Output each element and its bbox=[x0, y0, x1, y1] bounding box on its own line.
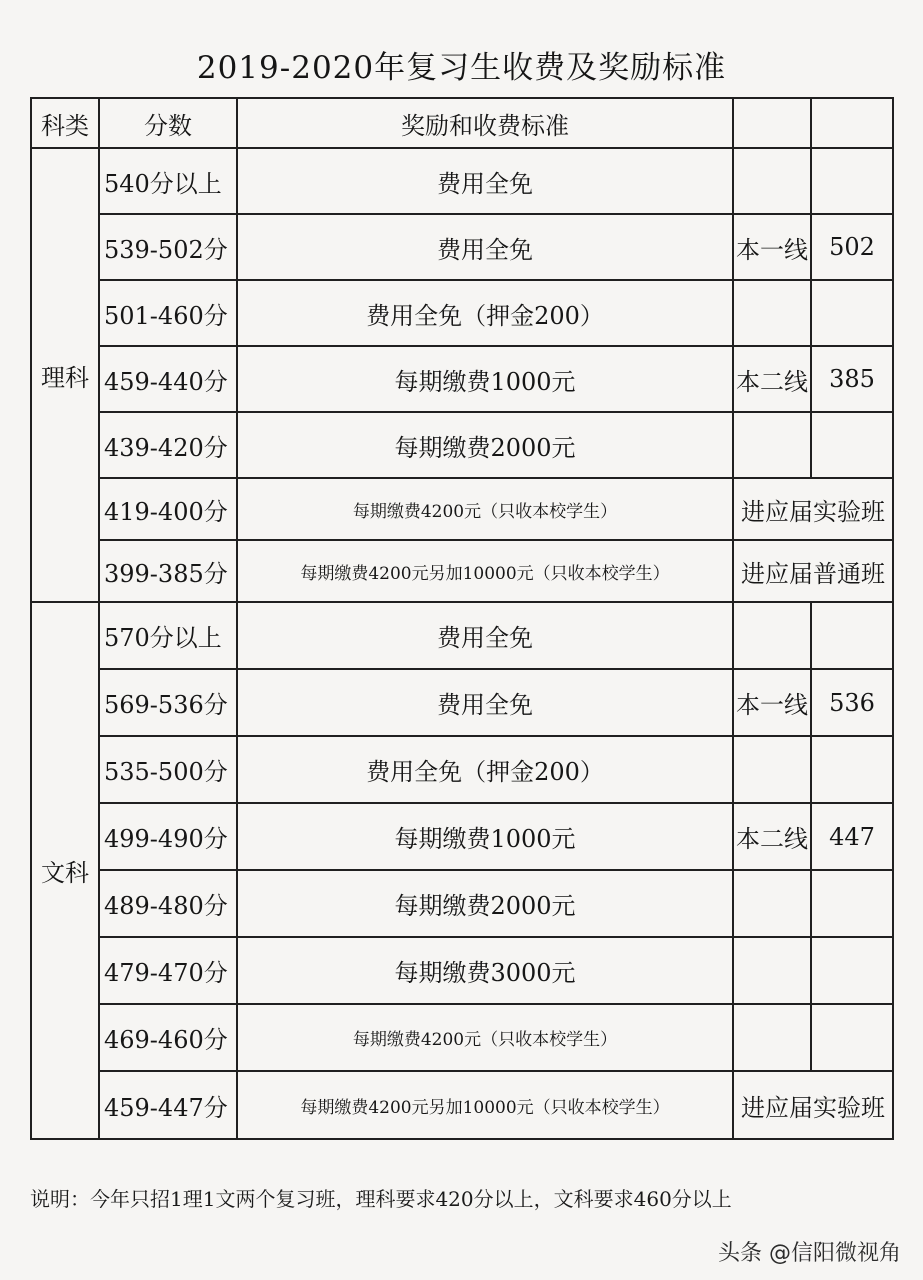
standard-cell: 费用全免 bbox=[237, 602, 733, 669]
table-row bbox=[31, 412, 893, 478]
standard-cell: 每期缴费2000元 bbox=[237, 412, 733, 478]
table-row bbox=[31, 1004, 893, 1071]
standard-cell: 每期缴费1000元 bbox=[237, 803, 733, 870]
empty-cell bbox=[811, 1004, 893, 1071]
score-cell: 570分以上 bbox=[99, 602, 237, 669]
category-science: 理科 bbox=[31, 148, 99, 602]
score-cell: 469-460分 bbox=[99, 1004, 237, 1071]
footnote: 说明：今年只招1理1文两个复习班，理科要求420分以上，文科要求460分以上 bbox=[30, 1187, 732, 1211]
empty-cell bbox=[733, 870, 811, 937]
standard-cell: 费用全免 bbox=[237, 148, 733, 214]
watermark-credit: 头条 @信阳微视角 bbox=[718, 1241, 901, 1266]
standard-cell: 每期缴费4200元（只收本校学生） bbox=[237, 1004, 733, 1071]
standard-cell: 每期缴费4200元（只收本校学生） bbox=[237, 478, 733, 540]
table-row bbox=[31, 540, 893, 602]
score-cell: 569-536分 bbox=[99, 669, 237, 736]
table-row bbox=[31, 803, 893, 870]
standard-cell: 费用全免（押金200） bbox=[237, 736, 733, 803]
table-row bbox=[31, 602, 893, 669]
empty-cell bbox=[733, 412, 811, 478]
standard-cell: 每期缴费1000元 bbox=[237, 346, 733, 412]
fee-table bbox=[30, 97, 894, 1140]
table-row bbox=[31, 736, 893, 803]
table-row bbox=[31, 937, 893, 1004]
empty-cell bbox=[811, 937, 893, 1004]
score-cell: 419-400分 bbox=[99, 478, 237, 540]
table-row bbox=[31, 669, 893, 736]
line-label-cell: 本二线 bbox=[733, 346, 811, 412]
header-empty-1 bbox=[733, 98, 811, 148]
line-value-cell: 385 bbox=[811, 346, 893, 412]
empty-cell bbox=[733, 1004, 811, 1071]
standard-cell: 费用全免 bbox=[237, 214, 733, 280]
score-cell: 499-490分 bbox=[99, 803, 237, 870]
score-cell: 399-385分 bbox=[99, 540, 237, 602]
score-cell: 459-440分 bbox=[99, 346, 237, 412]
empty-cell bbox=[733, 937, 811, 1004]
empty-cell bbox=[733, 148, 811, 214]
line-value-cell: 536 bbox=[811, 669, 893, 736]
score-cell: 501-460分 bbox=[99, 280, 237, 346]
table-row bbox=[31, 214, 893, 280]
page-title: 2019-2020年复习生收费及奖励标准 bbox=[196, 50, 727, 86]
score-cell: 535-500分 bbox=[99, 736, 237, 803]
header-empty-2 bbox=[811, 98, 893, 148]
standard-cell: 每期缴费3000元 bbox=[237, 937, 733, 1004]
empty-cell bbox=[733, 280, 811, 346]
class-note-cell: 进应届实验班 bbox=[733, 1071, 893, 1139]
table-header-row bbox=[31, 98, 893, 148]
empty-cell bbox=[733, 736, 811, 803]
score-cell: 539-502分 bbox=[99, 214, 237, 280]
table-row bbox=[31, 148, 893, 214]
line-value-cell: 502 bbox=[811, 214, 893, 280]
score-cell: 439-420分 bbox=[99, 412, 237, 478]
table-row bbox=[31, 870, 893, 937]
standard-cell: 费用全免 bbox=[237, 669, 733, 736]
category-arts: 文科 bbox=[31, 602, 99, 1139]
empty-cell bbox=[811, 280, 893, 346]
standard-cell: 每期缴费4200元另加10000元（只收本校学生） bbox=[237, 1071, 733, 1139]
class-note-cell: 进应届实验班 bbox=[733, 478, 893, 540]
header-standard: 奖励和收费标准 bbox=[237, 98, 733, 148]
class-note-cell: 进应届普通班 bbox=[733, 540, 893, 602]
table-row bbox=[31, 280, 893, 346]
line-value-cell: 447 bbox=[811, 803, 893, 870]
table-row bbox=[31, 478, 893, 540]
score-cell: 479-470分 bbox=[99, 937, 237, 1004]
line-label-cell: 本一线 bbox=[733, 214, 811, 280]
header-score: 分数 bbox=[99, 98, 237, 148]
score-cell: 489-480分 bbox=[99, 870, 237, 937]
line-label-cell: 本二线 bbox=[733, 803, 811, 870]
empty-cell bbox=[811, 736, 893, 803]
line-label-cell: 本一线 bbox=[733, 669, 811, 736]
empty-cell bbox=[733, 602, 811, 669]
score-cell: 540分以上 bbox=[99, 148, 237, 214]
standard-cell: 每期缴费2000元 bbox=[237, 870, 733, 937]
score-cell: 459-447分 bbox=[99, 1071, 237, 1139]
empty-cell bbox=[811, 870, 893, 937]
standard-cell: 费用全免（押金200） bbox=[237, 280, 733, 346]
table-row bbox=[31, 1071, 893, 1139]
header-category: 科类 bbox=[31, 98, 99, 148]
empty-cell bbox=[811, 148, 893, 214]
empty-cell bbox=[811, 412, 893, 478]
empty-cell bbox=[811, 602, 893, 669]
table-row bbox=[31, 346, 893, 412]
standard-cell: 每期缴费4200元另加10000元（只收本校学生） bbox=[237, 540, 733, 602]
